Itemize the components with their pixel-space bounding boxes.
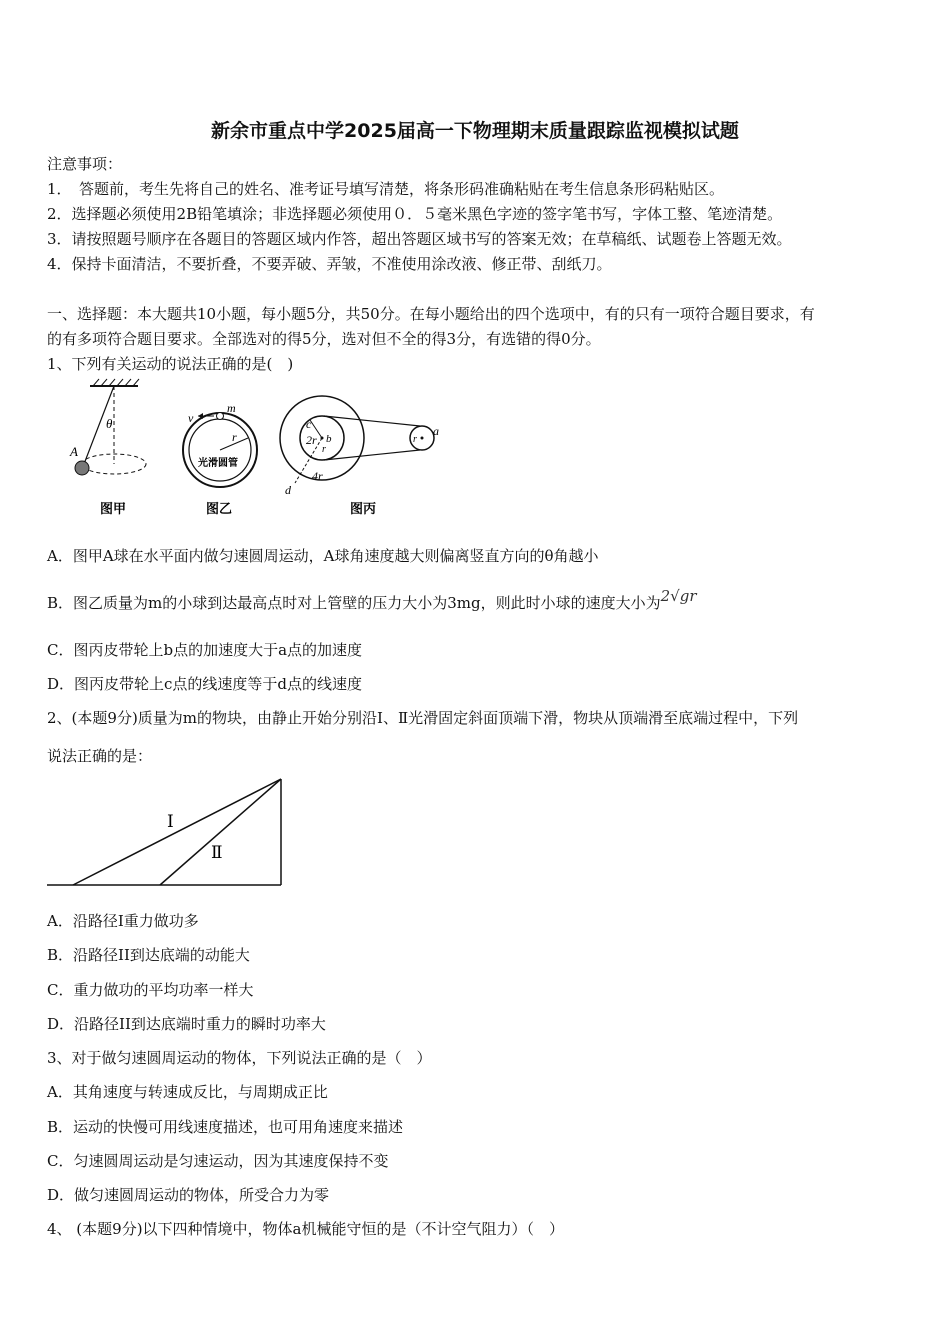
q3-stem: 3、对于做匀速圆周运动的物体，下列说法正确的是（ ） bbox=[47, 1049, 432, 1067]
label-c: c bbox=[306, 417, 312, 431]
label-d: d bbox=[285, 483, 291, 497]
q1-option-b-text: B．图乙质量为m的小球到达最高点时对上管壁的压力大小为3mg，则此时小球的速度大小为 bbox=[47, 594, 661, 612]
path-II-label: Ⅱ bbox=[211, 843, 223, 862]
label-v: v bbox=[188, 411, 194, 425]
figure-yi bbox=[183, 401, 257, 516]
figure-bing-label: 图丙 bbox=[350, 501, 377, 516]
section-instructions-line1: 一、选择题：本大题共10小题，每小题5分，共50分。在每小题给出的四个选项中，有的只有一项符合题目要求，有 bbox=[47, 305, 815, 323]
label-ra: r bbox=[413, 434, 417, 445]
q2-option-b: B．沿路径II到达底端的动能大 bbox=[47, 946, 250, 964]
label-A: A bbox=[70, 444, 78, 459]
q2-stem-line1: 2、(本题9分)质量为m的物块，由静止开始分别沿Ⅰ、Ⅱ光滑固定斜面顶端下滑，物块从顶端滑至底端过程中，下列 bbox=[47, 709, 799, 727]
label-2r: 2r bbox=[306, 433, 317, 447]
notice-item: 1． 答题前，考生先将自己的姓名、准考证号填写清楚，将条形码准确粘贴在考生信息条形码粘贴区。 bbox=[47, 180, 725, 198]
tube-label: 光滑圆管 bbox=[198, 458, 238, 469]
figure-yi-label: 图乙 bbox=[206, 501, 233, 516]
q3-option-d: D．做匀速圆周运动的物体，所受合力为零 bbox=[47, 1186, 330, 1204]
q2-option-c: C．重力做功的平均功率一样大 bbox=[47, 981, 254, 999]
q3-option-b: B．运动的快慢可用线速度描述，也可用角速度来描述 bbox=[47, 1118, 404, 1136]
q2-stem-line2: 说法正确的是： bbox=[47, 747, 153, 765]
q1-option-b bbox=[47, 587, 697, 613]
q1-option-a: A．图甲A球在水平面内做匀速圆周运动，A球角速度越大则偏离竖直方向的θ角越小 bbox=[47, 547, 599, 565]
path-I-label: Ⅰ bbox=[167, 812, 174, 831]
page-title: 新余市重点中学2025届高一下物理期末质量跟踪监视模拟试题 bbox=[211, 120, 739, 142]
label-r-small: r bbox=[322, 444, 326, 455]
label-b: b bbox=[326, 433, 332, 445]
figure-jia-label: 图甲 bbox=[100, 501, 127, 516]
q1-option-b-formula: 2√gr bbox=[660, 587, 697, 605]
notice-heading: 注意事项： bbox=[47, 155, 123, 173]
q3-option-a: A．其角速度与转速成反比，与周期成正比 bbox=[47, 1083, 328, 1101]
notice-item: 4．保持卡面清洁，不要折叠，不要弄破、弄皱，不准使用涂改液、修正带、刮纸刀。 bbox=[47, 255, 612, 273]
label-4r: 4r bbox=[312, 469, 323, 483]
theta-label: θ bbox=[106, 416, 113, 431]
q3-option-c: C．匀速圆周运动是匀速运动，因为其速度保持不变 bbox=[47, 1152, 389, 1170]
notice-item: 2．选择题必须使用2B铅笔填涂；非选择题必须使用０．５毫米黑色字迹的签字笔书写，字体工整、笔迹清楚。 bbox=[47, 205, 783, 223]
figure-jia bbox=[69, 379, 146, 516]
q1-stem: 1、下列有关运动的说法正确的是( ) bbox=[47, 355, 294, 373]
figure-bing bbox=[280, 396, 439, 516]
label-m: m bbox=[227, 401, 236, 415]
q1-option-d: D．图丙皮带轮上c点的线速度等于d点的线速度 bbox=[47, 675, 363, 693]
q2-option-d: D．沿路径II到达底端时重力的瞬时功率大 bbox=[47, 1015, 326, 1033]
section-instructions-line2: 的有多项符合题目要求。全部选对的得5分，选对但不全的得3分，有选错的得0分。 bbox=[47, 330, 601, 348]
q1-option-c: C．图丙皮带轮上b点的加速度大于a点的加速度 bbox=[47, 641, 363, 659]
notice-item: 3．请按照题号顺序在各题目的答题区域内作答，超出答题区域书写的答案无效；在草稿纸、试题卷上答题无效。 bbox=[47, 230, 792, 248]
q1-figure bbox=[60, 378, 460, 523]
q4-stem: 4、 (本题9分)以下四种情境中，物体a机械能守恒的是（不计空气阻力）（ ） bbox=[47, 1220, 565, 1238]
q2-figure bbox=[45, 775, 290, 890]
label-r: r bbox=[232, 430, 237, 444]
label-a: a bbox=[433, 424, 439, 438]
q2-option-a: A．沿路径Ⅰ重力做功多 bbox=[47, 912, 199, 930]
